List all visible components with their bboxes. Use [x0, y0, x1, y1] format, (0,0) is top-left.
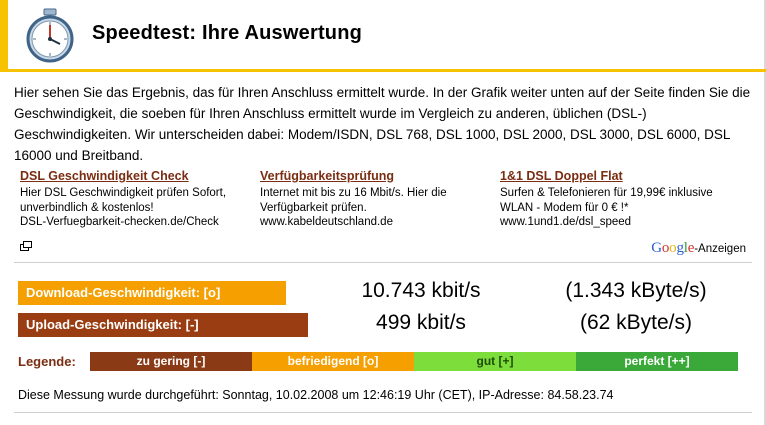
ad-url[interactable]: DSL-Verfuegbarkeit-checken.de/Check [20, 216, 219, 228]
legend-segment-perfekt: perfekt [++] [576, 352, 738, 371]
upload-bar-label: Upload-Geschwindigkeit: [-] [18, 313, 308, 337]
measurement-timestamp: Diese Messung wurde durchgeführt: Sonntag, 10.02.2008 um 12:46:19 Uhr (CET), IP-Adresse: 84.58.23.74 [18, 388, 614, 402]
ad-item[interactable] [500, 167, 740, 230]
logo-letter: g [676, 240, 684, 256]
ad-title-link[interactable]: Verfügbarkeitsprüfung [260, 169, 395, 183]
google-logo [651, 240, 694, 256]
legend-segment-zu-gering: zu gering [-] [90, 352, 252, 371]
upload-value-kbit: 499 kbit/s [376, 311, 466, 334]
ad-body: Internet mit bis zu 16 Mbit/s. Hier die Verfügbarkeit prüfen. [260, 187, 447, 214]
upload-row [18, 313, 308, 337]
legend [18, 352, 740, 371]
google-ads-branding [651, 240, 746, 257]
accent-rule [0, 69, 766, 72]
download-value-kbit: 10.743 kbit/s [361, 279, 481, 302]
ad-url[interactable]: www.1und1.de/dsl_speed [500, 216, 632, 228]
divider-top [14, 262, 752, 263]
ad-title-link[interactable]: DSL Geschwindigkeit Check [20, 169, 189, 183]
download-row [18, 281, 286, 305]
logo-letter: o [661, 240, 670, 256]
download-value-kbyte: (1.343 kByte/s) [565, 279, 707, 302]
ad-item[interactable] [20, 167, 260, 230]
legend-segment-befriedigend: befriedigend [o] [252, 352, 414, 371]
ad-item[interactable] [260, 167, 500, 230]
ads-suffix-label: -Anzeigen [694, 243, 746, 255]
ad-body: Hier DSL Geschwindigkeit prüfen Sofort, unverbindlich & kostenlos! [20, 187, 227, 214]
intro-text: Hier sehen Sie das Ergebnis, das für Ihren Anschluss ermittelt wurde. In der Grafik weiter unten auf der Seite finden Sie die Geschwindigkeit, die soeben für Ihren Anschluss ermittelt wurde im Vergleich zu anderen, üblichen (DSL-) Geschwindigkeiten. Wir unterscheiden dabei: Modem/ISDN, DSL 768, DSL 1000, DSL 2000, DSL 3000, DSL 6000, DSL 16000 und Breitband. [14, 85, 751, 163]
ad-block [20, 167, 750, 230]
logo-letter: o [669, 240, 677, 256]
ad-url[interactable]: www.kabeldeutschland.de [260, 216, 393, 228]
feedback-icon[interactable] [20, 241, 32, 254]
divider-bottom [14, 412, 752, 413]
logo-letter: l [683, 240, 688, 256]
ad-title-link[interactable]: 1&1 DSL Doppel Flat [500, 169, 623, 183]
logo-letter: e [687, 240, 695, 256]
legend-label: Legende: [18, 354, 76, 369]
download-bar-label: Download-Geschwindigkeit: [o] [18, 281, 286, 305]
stopwatch-clock-icon [22, 8, 78, 64]
page-header [0, 0, 766, 69]
logo-letter: G [651, 240, 662, 256]
ad-body: Surfen & Telefonieren für 19,99€ inklusive WLAN - Modem für 0 € !* [500, 187, 713, 214]
upload-value-kbyte: (62 kByte/s) [579, 311, 693, 334]
page-title: Speedtest: Ihre Auswertung [92, 22, 363, 44]
legend-segment-gut: gut [+] [414, 352, 576, 371]
